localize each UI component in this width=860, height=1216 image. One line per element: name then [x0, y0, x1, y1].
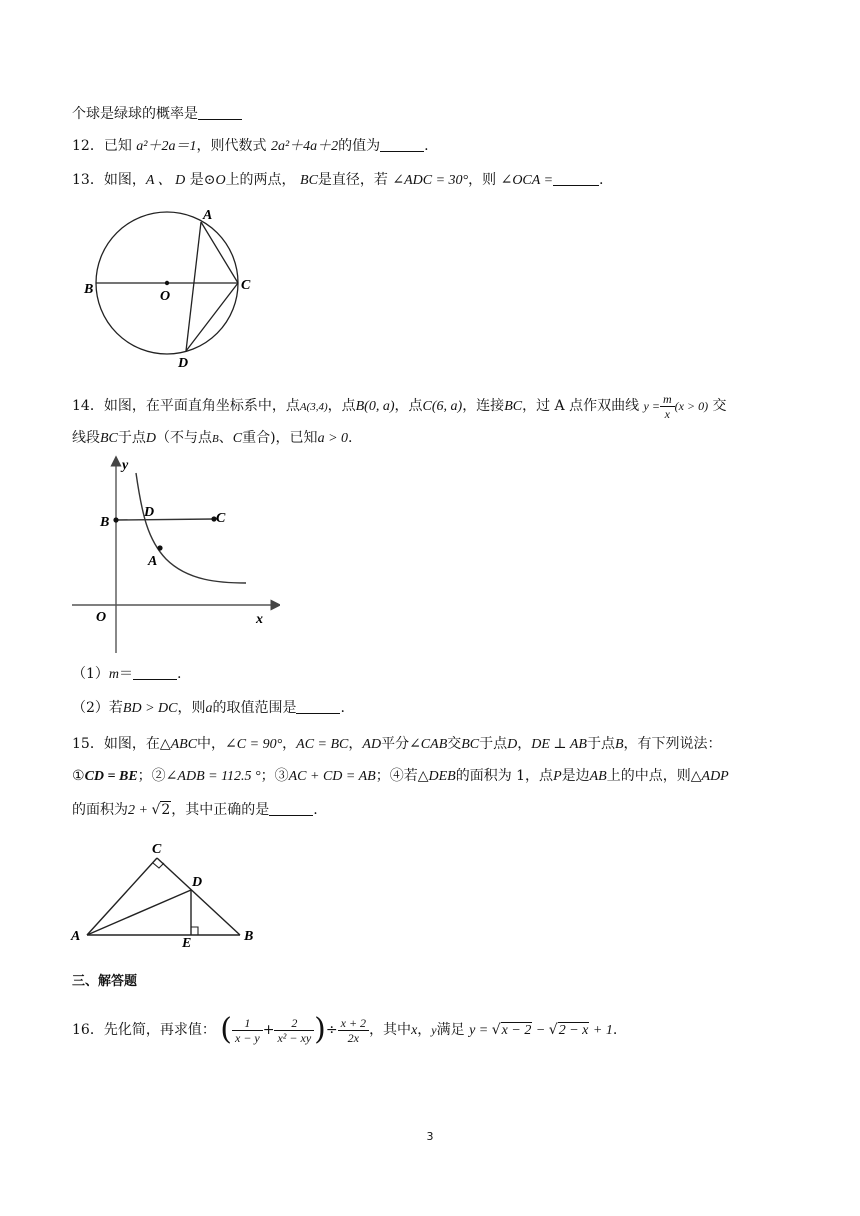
question-14-part1: （1）m＝ . [72, 666, 182, 682]
label-y: y [122, 458, 129, 473]
label-A: A [71, 929, 81, 944]
label-D: D [192, 875, 203, 890]
label-B: B [100, 515, 110, 530]
label-A: A [203, 208, 213, 223]
question-16: 16．先化简，再求值： ( $\frac{1}{x - y}$ + $\frac{2}{\text{x² − xy}}$ )÷ $\frac{x + 2}{2x}$ ，其中x，y满足 y = √x − 2 − √2 − x + 1. [72, 1012, 618, 1047]
figure-14-graph [70, 455, 280, 660]
figure-13-circle [80, 205, 260, 370]
figure-15-triangle [68, 838, 268, 948]
page-number: 3 [426, 1130, 434, 1143]
question-14-part2: （2）若BD > DC，则a的取值范围是 . [72, 700, 345, 716]
question-15-line2: ①CD = BE；②∠ADB = 112.5 °；③AC + CD = AB；④若△DEB的面积为 1，点P是边AB上的中点，则△ADP [72, 768, 729, 784]
label-A: A [148, 554, 158, 569]
label-D: D [178, 356, 189, 370]
question-14-line2: 线段BC于点D（不与点B、C重合)，已知a > 0. [72, 430, 353, 446]
question-14-line1: 14．如图，在平面直角坐标系中，点A(3,4)，点B(0, a)，点C(6, a)，连接BC，过 A 点作双曲线 y = $\frac{m}{x}$ (x > 0) 交 [72, 391, 727, 421]
label-C: C [152, 842, 162, 857]
question-13: 13．如图，A 、 D 是⊙O上的两点， BC是直径，若 ∠ADC = 30°，则 ∠OCA = . [72, 172, 604, 188]
question-12: 12．已知 a²＋2a＝1，则代数式 2a²＋4a＋2的值为 . [72, 138, 429, 154]
question-15-line1: 15．如图，在△ABC中，∠C = 90°，AC = BC，AD平分∠CAB交BC于点D，DE ⊥ AB于点B，有下列说法： [72, 736, 722, 752]
label-O: O [96, 610, 107, 625]
label-x: x [256, 612, 263, 627]
question-15-line3: 的面积为2 + √2，其中正确的是 . [72, 802, 318, 818]
label-C: C [241, 278, 251, 293]
label-O: O [160, 289, 171, 304]
label-C: C [216, 511, 226, 526]
section-heading: 三、解答题 [72, 974, 138, 989]
label-B: B [244, 929, 254, 944]
label-B: B [84, 282, 94, 297]
q11-tail: 个球是绿球的概率是 [72, 104, 242, 124]
label-E: E [182, 936, 192, 948]
label-D: D [144, 505, 155, 520]
